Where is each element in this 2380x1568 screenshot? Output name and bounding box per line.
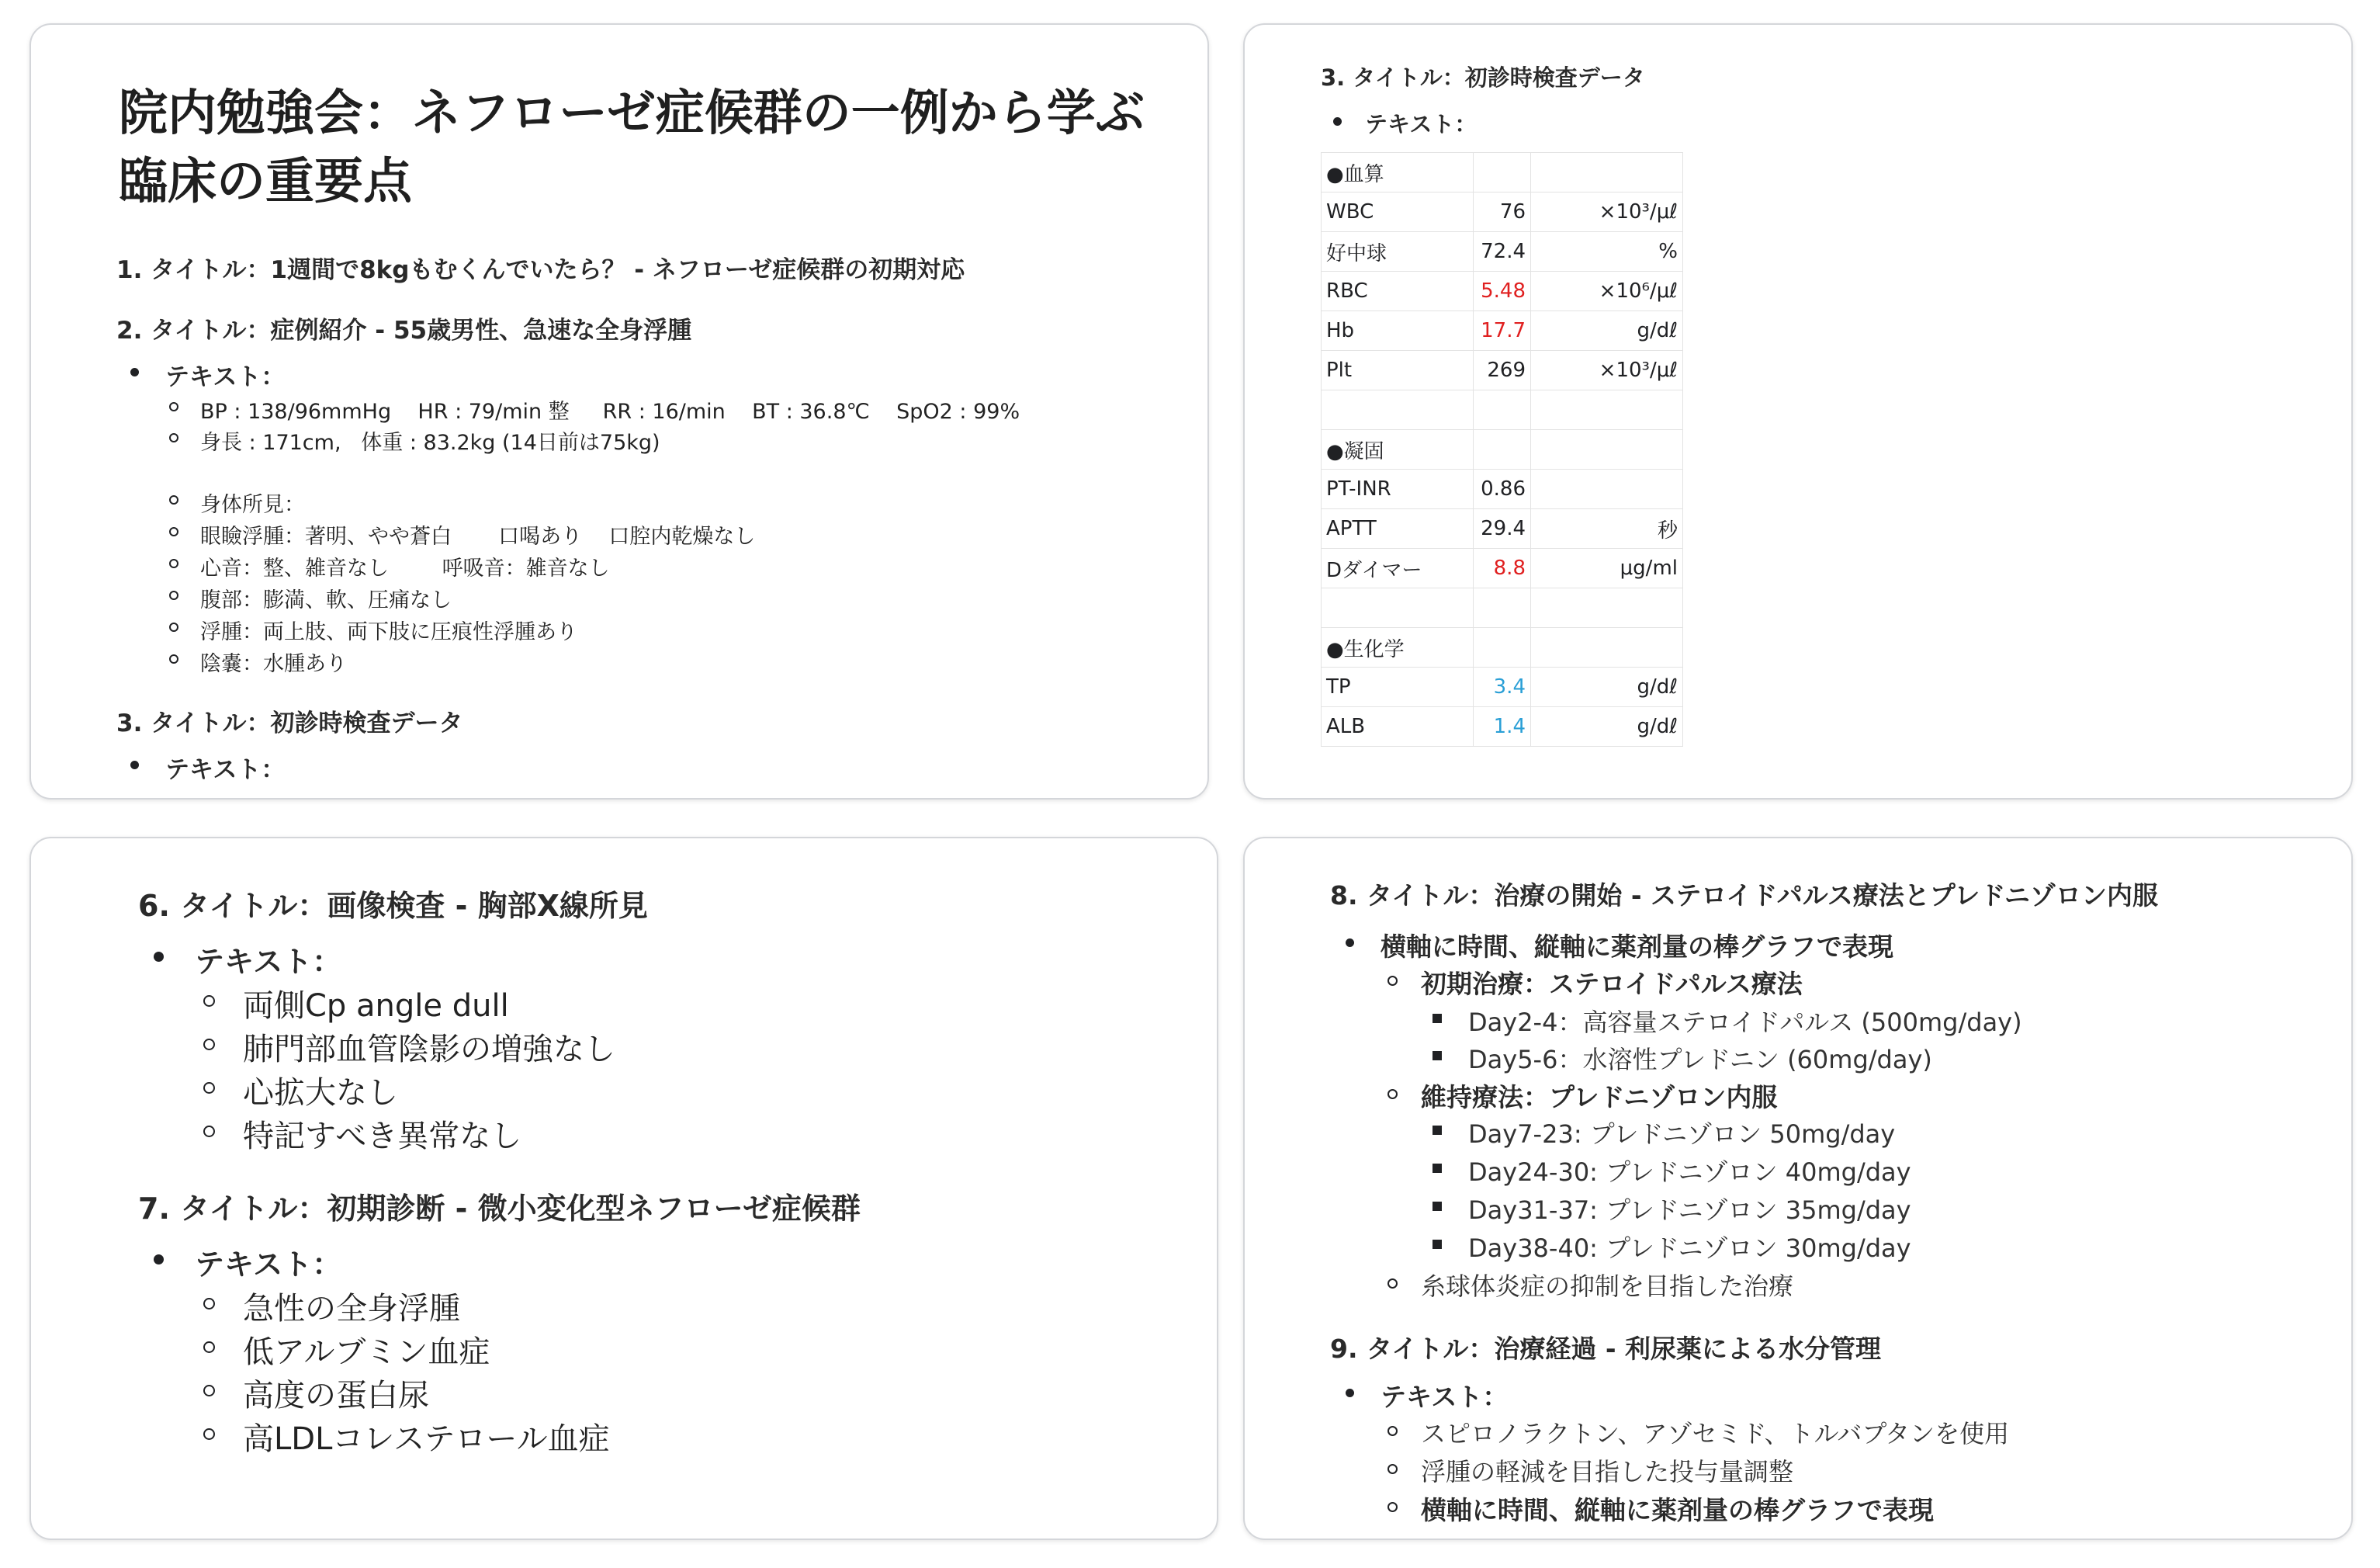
page-title: 院内勉強会：ネフローゼ症候群の一例から学ぶ臨床の重要点 (119, 85, 1145, 210)
circle-bullet-icon (1387, 1464, 1398, 1474)
table-row (1322, 390, 1683, 430)
square-bullet-icon (1433, 1014, 1442, 1023)
table-cell-unit: g/dℓ (1531, 311, 1683, 351)
square-bullet-icon (1433, 1164, 1442, 1173)
slide-card-2 (1243, 23, 2353, 800)
table-cell-unit (1531, 153, 1683, 193)
table-cell-value: 0.86 (1474, 470, 1531, 509)
table-row (1322, 509, 1683, 549)
table-row (1322, 549, 1683, 588)
table-cell-unit: μg/ml (1531, 549, 1683, 588)
text-label: テキスト： (195, 945, 342, 979)
diagnosis-list (203, 1284, 610, 1458)
circle-bullet-icon (169, 623, 178, 632)
circle-bullet-icon (203, 1428, 215, 1440)
bullet-icon (1346, 938, 1354, 947)
table-cell-name: Hb (1322, 311, 1474, 351)
table-cell-unit: 秒 (1531, 509, 1683, 549)
lab-data-table (1321, 152, 1683, 747)
section-3-title: 3. タイトル：初診時検査データ (1321, 64, 1645, 91)
text-label-row (130, 357, 285, 392)
table-cell-name: Plt (1322, 351, 1474, 390)
bullet-icon (130, 761, 139, 769)
circle-bullet-icon (203, 995, 215, 1007)
list-item: 浮腫：両上肢、両下肢に圧痕性浮腫あり (169, 615, 755, 647)
table-row (1322, 232, 1683, 272)
section-6-title: 6. タイトル：画像検査 - 胸部X線所見 (138, 889, 648, 923)
slide-card-3 (29, 837, 1218, 1540)
table-cell-name: APTT (1322, 509, 1474, 549)
section-9-title: 9. タイトル：治療経過 - 利尿薬による水分管理 (1330, 1334, 1882, 1364)
text-label: テキスト： (165, 756, 286, 784)
list-item: Day31-37: プレドニゾロン 35mg/day (1433, 1191, 1911, 1229)
table-cell-unit (1531, 588, 1683, 628)
list-item: Day2-4：高容量ステロイドパルス (500mg/day) (1433, 1003, 2022, 1040)
table-cell-name: TP (1322, 668, 1474, 707)
list-item: 浮腫の軽減を目指した投与量調整 (1387, 1452, 2009, 1490)
table-cell-name (1322, 588, 1474, 628)
table-cell-value: 5.48 (1474, 272, 1531, 311)
exam-list (169, 487, 755, 678)
table-cell-unit: g/dℓ (1531, 707, 1683, 747)
table-row (1322, 668, 1683, 707)
table-cell-value: 3.4 (1474, 668, 1531, 707)
table-cell-name: 好中球 (1322, 232, 1474, 272)
chart-note-row (1346, 927, 1893, 963)
table-cell-value: 76 (1474, 193, 1531, 232)
list-item: 高LDLコレステロール血症 (203, 1414, 610, 1458)
text-label-row (1333, 107, 1477, 139)
circle-bullet-icon (203, 1341, 215, 1353)
square-bullet-icon (1433, 1051, 1442, 1060)
table-cell-value: 269 (1474, 351, 1531, 390)
section-2-title: 2. タイトル：症例紹介 - 55歳男性、急速な全身浮腫 (116, 317, 692, 345)
circle-bullet-icon (203, 1082, 215, 1094)
circle-bullet-icon (1387, 1089, 1398, 1099)
table-row (1322, 193, 1683, 232)
table-cell-name: ●生化学 (1322, 628, 1474, 668)
circle-bullet-icon (169, 559, 178, 568)
text-label: テキスト： (1381, 1382, 1509, 1412)
vitals-list (169, 394, 1020, 456)
circle-bullet-icon (1387, 976, 1398, 986)
table-cell-unit: g/dℓ (1531, 668, 1683, 707)
circle-bullet-icon (203, 1126, 215, 1137)
list-item: Day24-30: プレドニゾロン 40mg/day (1433, 1153, 1911, 1191)
table-cell-name: WBC (1322, 193, 1474, 232)
list-item: 高度の蛋白尿 (203, 1371, 610, 1414)
diuretic-chart-note-row: 横軸に時間、縦軸に薬剤量の棒グラフで表現 (1387, 1490, 1934, 1527)
list-item: Day5-6：水溶性プレドニン (60mg/day) (1433, 1040, 2022, 1077)
circle-bullet-icon (169, 654, 178, 664)
circle-bullet-icon (1387, 1502, 1398, 1512)
table-cell-name: Dダイマー (1322, 549, 1474, 588)
table-cell-value: 72.4 (1474, 232, 1531, 272)
list-item: 両側Cp angle dull (203, 981, 615, 1025)
table-cell-value: 1.4 (1474, 707, 1531, 747)
circle-bullet-icon (203, 1298, 215, 1310)
bullet-icon (154, 1254, 164, 1264)
square-bullet-icon (1433, 1202, 1442, 1211)
list-item: 心音：整、雑音なし 呼吸音：雑音なし (169, 551, 755, 583)
table-row (1322, 628, 1683, 668)
table-cell-name: ●血算 (1322, 153, 1474, 193)
table-cell-unit (1531, 628, 1683, 668)
table-cell-value (1474, 153, 1531, 193)
table-row (1322, 430, 1683, 470)
table-cell-unit: ×10⁶/μℓ (1531, 272, 1683, 311)
table-cell-unit (1531, 430, 1683, 470)
treatment-aim-row: 糸球体炎症の抑制を目指した治療 (1387, 1267, 1793, 1303)
maintenance-list (1433, 1115, 1911, 1267)
initial-treatment-row: 初期治療：ステロイドパルス療法 (1387, 964, 1803, 1001)
table-row (1322, 311, 1683, 351)
table-row (1322, 351, 1683, 390)
text-label-row (154, 938, 341, 980)
text-label-row (130, 750, 285, 785)
list-item: 急性の全身浮腫 (203, 1284, 610, 1327)
bullet-icon (1346, 1389, 1354, 1397)
bullet-icon (154, 952, 164, 962)
table-cell-value (1474, 430, 1531, 470)
list-item: 眼瞼浮腫：著明、やや蒼白 口喝あり 口腔内乾燥なし (169, 519, 755, 551)
table-cell-value: 29.4 (1474, 509, 1531, 549)
list-item: Day38-40: プレドニゾロン 30mg/day (1433, 1229, 1911, 1267)
diuretic-list (1387, 1414, 2009, 1490)
list-item: 低アルブミン血症 (203, 1327, 610, 1371)
circle-bullet-icon (203, 1039, 215, 1050)
circle-bullet-icon (169, 591, 178, 600)
chart-note: 横軸に時間、縦軸に薬剤量の棒グラフで表現 (1381, 931, 1893, 962)
table-cell-value: 8.8 (1474, 549, 1531, 588)
table-cell-name (1322, 390, 1474, 430)
table-cell-unit (1531, 470, 1683, 509)
initial-treatment-list (1433, 1003, 2022, 1077)
table-row (1322, 588, 1683, 628)
table-cell-value (1474, 588, 1531, 628)
table-cell-name: ●凝固 (1322, 430, 1474, 470)
circle-bullet-icon (169, 433, 178, 442)
square-bullet-icon (1433, 1240, 1442, 1249)
table-cell-unit: ×10³/μℓ (1531, 193, 1683, 232)
table-cell-unit: % (1531, 232, 1683, 272)
bullet-icon (1333, 117, 1342, 126)
circle-bullet-icon (203, 1385, 215, 1396)
section-1-title: 1. タイトル：1週間で8kgもむくんでいたら？ - ネフローゼ症候群の初期対応 (116, 256, 965, 284)
list-item: Day7-23: プレドニゾロン 50mg/day (1433, 1115, 1911, 1153)
section-3-title: 3. タイトル：初診時検査データ (116, 709, 463, 737)
section-8-title: 8. タイトル：治療の開始 - ステロイドパルス療法とプレドニゾロン内服 (1330, 880, 2159, 911)
table-row (1322, 272, 1683, 311)
table-row (1322, 153, 1683, 193)
text-label-row (1346, 1377, 1508, 1414)
circle-bullet-icon (169, 402, 178, 411)
table-cell-name: ALB (1322, 707, 1474, 747)
square-bullet-icon (1433, 1126, 1442, 1135)
bullet-icon (130, 368, 139, 376)
table-cell-name: PT-INR (1322, 470, 1474, 509)
list-item: 腹部：膨満、軟、圧痛なし (169, 583, 755, 615)
list-item: 陰嚢：水腫あり (169, 647, 755, 678)
table-cell-name: RBC (1322, 272, 1474, 311)
list-item: 身長 : 171cm, 体重 : 83.2kg (14日前は75kg) (169, 425, 1020, 456)
table-cell-unit: ×10³/μℓ (1531, 351, 1683, 390)
slide-card-4 (1243, 837, 2353, 1540)
text-label: テキスト： (195, 1247, 342, 1282)
list-item: スピロノラクトン、アゾセミド、トルバプタンを使用 (1387, 1414, 2009, 1452)
text-label: テキスト： (165, 363, 286, 391)
text-label: テキスト： (1365, 111, 1478, 137)
circle-bullet-icon (1387, 1426, 1398, 1436)
circle-bullet-icon (169, 495, 178, 505)
table-cell-value (1474, 390, 1531, 430)
table-row (1322, 707, 1683, 747)
list-item: BP : 138/96mmHg HR : 79/min 整 RR : 16/min BT : 36.8℃ SpO2 : 99% (169, 394, 1020, 425)
circle-bullet-icon (1387, 1278, 1398, 1289)
slide-card-1 (29, 23, 1209, 800)
list-item: 心拡大なし (203, 1068, 615, 1112)
list-item: 特記すべき異常なし (203, 1112, 615, 1155)
table-cell-value (1474, 628, 1531, 668)
text-label-row (154, 1240, 341, 1283)
maintenance-row: 維持療法：プレドニゾロン内服 (1387, 1077, 1777, 1114)
table-cell-value: 17.7 (1474, 311, 1531, 351)
list-item: 身体所見： (169, 487, 755, 519)
table-row (1322, 470, 1683, 509)
section-7-title: 7. タイトル：初期診断 - 微小変化型ネフローゼ症候群 (138, 1192, 861, 1226)
xray-findings-list (203, 981, 615, 1155)
list-item: 肺門部血管陰影の増強なし (203, 1025, 615, 1068)
table-cell-unit (1531, 390, 1683, 430)
circle-bullet-icon (169, 527, 178, 536)
